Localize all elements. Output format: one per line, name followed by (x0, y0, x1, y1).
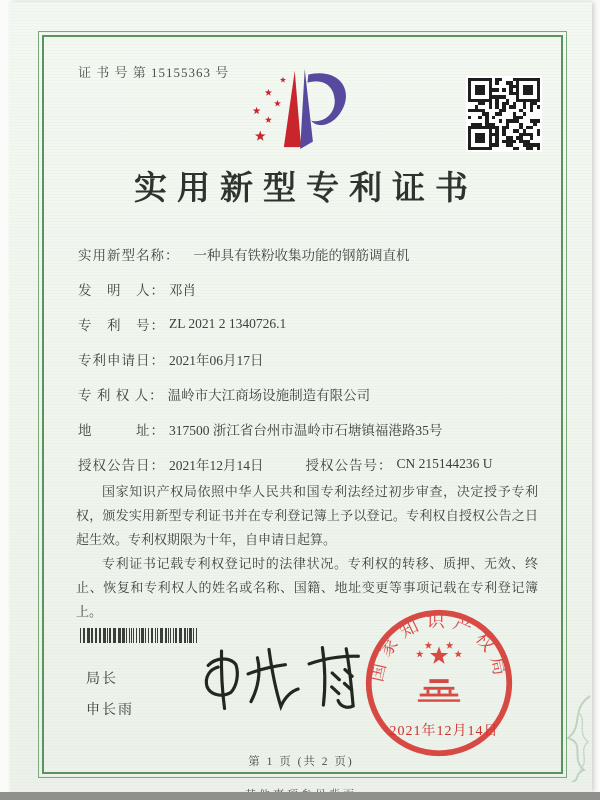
field-label: 专 利 权 人： (78, 387, 164, 403)
field-row-address (78, 411, 532, 446)
field-row-name (78, 236, 532, 271)
page-number: 第 1 页 (共 2 页) (248, 756, 354, 768)
grant-date-value: 2021年12月14日 (169, 457, 264, 473)
field-value: ZL 2021 2 1340726.1 (169, 315, 287, 331)
grant-date-label: 授权公告日： (78, 457, 165, 473)
certificate-paper (10, 2, 592, 792)
field-label: 专利申请日： (78, 352, 165, 368)
legal-text-block (76, 480, 538, 624)
field-value: 温岭市大江商场设施制造有限公司 (167, 387, 371, 403)
field-label: 发 明 人： (78, 282, 165, 298)
scan-bottom-strip (0, 792, 600, 800)
seal-text: 国家知识产权局 (366, 611, 512, 684)
grant-no-label: 授权公告号： (305, 457, 393, 473)
body-paragraph-1: 国家知识产权局依照中华人民共和国专利法经过初步审查，决定授予专利权，颁发实用新型专利证书并在专利登记簿上予以登记。专利权自授权公告之日起生效。专利权期限为十年，自申请日起算。 (76, 484, 538, 547)
field-label: 专 利 号： (78, 317, 165, 333)
seal-date: 2021年12月14日 (389, 724, 499, 739)
fields-block (78, 236, 532, 481)
cnipa-logo-icon (243, 64, 361, 154)
signer-block (86, 668, 134, 730)
signer-name: 申长雨 (86, 703, 134, 718)
field-row-patent-no (78, 306, 532, 341)
field-row-filing-date (78, 341, 532, 376)
barcode-icon (80, 628, 232, 643)
certificate-number: 证 书 号 第 15155363 号 (78, 65, 230, 80)
field-value: 一种具有铁粉收集功能的钢筋调直机 (193, 247, 410, 263)
field-value: 邓肖 (169, 282, 196, 298)
field-value: 317500 浙江省台州市温岭市石塘镇福港路35号 (169, 422, 443, 438)
grant-no-value: CN 215144236 U (396, 455, 493, 471)
body-paragraph-2: 专利证书记载专利权登记时的法律状况。专利权的转移、质押、无效、终止、恢复和专利权人的姓名或名称、国籍、地址变更等事项记载在专利登记簿上。 (76, 556, 538, 619)
field-row-grant (78, 446, 532, 481)
signer-title: 局长 (86, 672, 118, 687)
field-label: 地 址： (78, 422, 165, 438)
qr-code-icon (466, 76, 542, 152)
field-label: 实用新型名称： (78, 247, 180, 263)
field-row-patentee (78, 376, 532, 411)
field-row-inventor (78, 271, 532, 306)
certificate-title: 实用新型专利证书 (134, 171, 478, 207)
signature-icon (192, 637, 383, 730)
field-value: 2021年06月17日 (169, 352, 264, 368)
